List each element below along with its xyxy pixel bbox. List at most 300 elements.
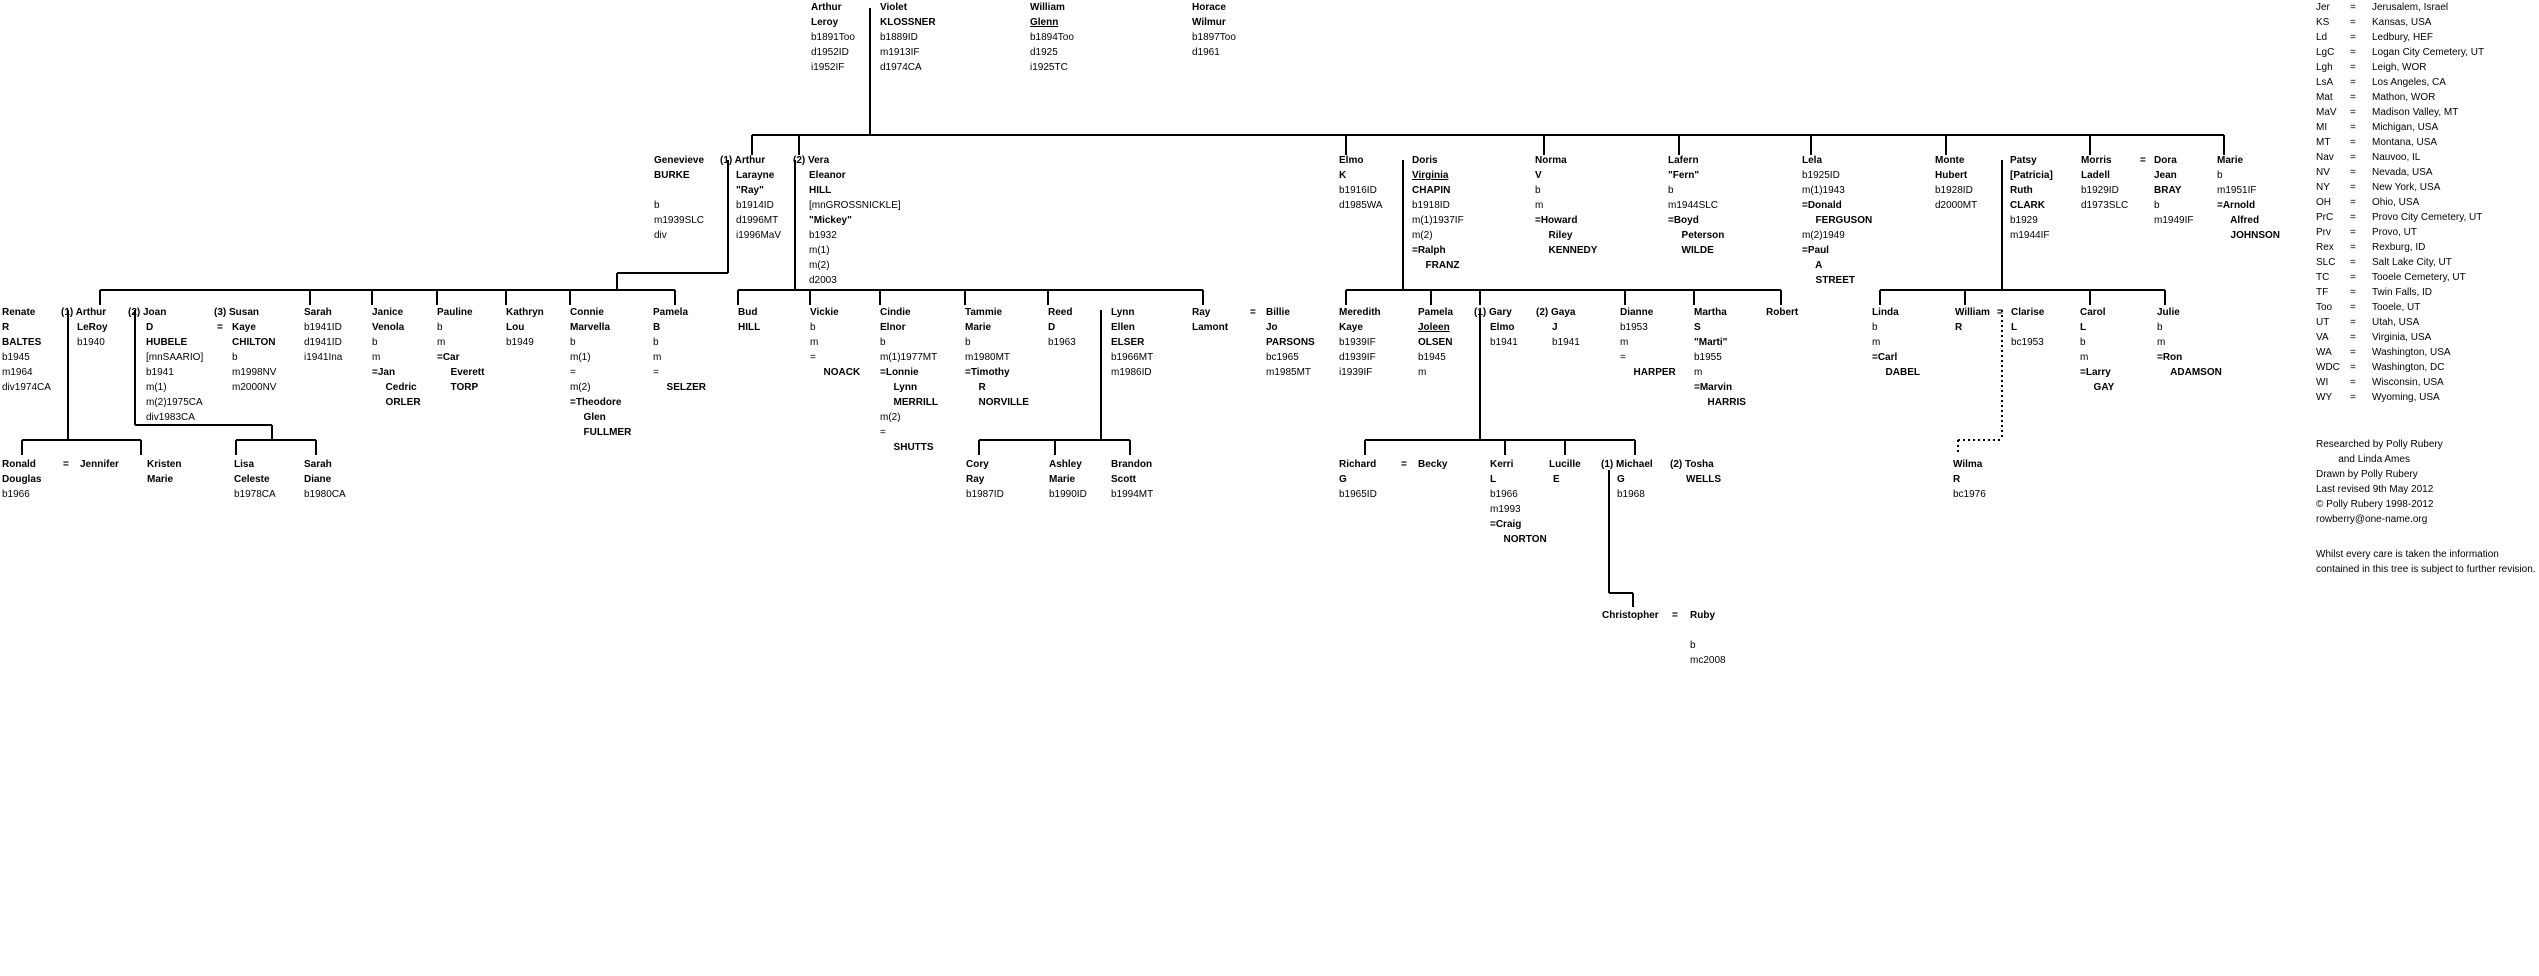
person-detail: b1994MT [1111,489,1154,500]
legend-equals: = [2350,62,2356,73]
legend-abbreviation: UT [2316,317,2330,328]
person-sarah-1941 [304,305,342,365]
person-detail: m1998NV [232,367,277,378]
spouse-name: NORVILLE [973,397,1029,408]
person-detail: i1996MaV [736,230,782,241]
person-detail: i1939IF [1339,367,1373,378]
legend-equals: = [2350,32,2356,43]
person-ruby [1690,608,1726,668]
spouse-name: Glen [578,412,606,423]
legend-equals: = [2350,47,2356,58]
person-detail: m1939SLC [654,215,705,226]
person-detail: m1985MT [1266,367,1312,378]
person-detail: = [880,427,886,438]
legend-row [2316,120,2484,135]
person-detail: m [810,337,819,348]
person-name: (2) Vera [793,155,830,166]
person-lela [1802,153,1872,288]
person-bud-hill [738,305,760,335]
person-name: (2) Gaya [1536,307,1576,318]
person-name: CLARK [2010,200,2045,211]
person-detail: b1932 [809,230,837,241]
person-william-glenn [1030,0,1074,75]
credit-line: Researched by Polly Rubery [2316,439,2443,450]
person-detail: m [653,352,662,363]
person-detail: m [437,337,446,348]
person-name: Renate [2,307,36,318]
person-name: (1) Michael [1601,459,1653,470]
legend-meaning: Ohio, USA [2372,197,2420,208]
spouse-name: =Ron [2157,352,2183,363]
person-detail: b1949 [506,337,534,348]
person-cindie-elnor [880,305,938,455]
person-name: Christopher [1602,610,1659,621]
person-detail: m [2157,337,2166,348]
person-detail: b1968 [1617,489,1645,500]
person-lisa-celeste [234,457,276,502]
person-detail: b1955 [1694,352,1722,363]
union-mark: = [1250,307,1256,318]
legend-abbreviation: LsA [2316,77,2334,88]
spouse-name: =Arnold [2217,200,2256,211]
person-name: Wilmur [1192,17,1226,28]
person-detail: b [1690,640,1696,651]
legend-abbreviation: MT [2316,137,2331,148]
person-name: Eleanor [809,170,846,181]
person-name: J [1552,322,1558,333]
person-detail: d1974CA [880,62,922,73]
person-name: Patsy [2010,155,2037,166]
person-detail: b1925ID [1802,170,1840,181]
legend-meaning: Virginia, USA [2372,332,2432,343]
person-detail: b1941 [1490,337,1518,348]
person-detail: b [2080,337,2086,348]
person-name: Bud [738,307,758,318]
spouse-name: =Ralph [1412,245,1446,256]
person-detail: m(2) [570,382,591,393]
spouse-name: =Marvin [1694,382,1733,393]
person-name: [Patricia] [2010,170,2053,181]
person-detail: m [1535,200,1544,211]
person-marie [2217,153,2280,243]
person-detail: d1939IF [1339,352,1376,363]
person-name: Hubert [1935,170,1968,181]
person-name: Cory [966,459,989,470]
legend-equals: = [2350,362,2356,373]
legend-abbreviation: KS [2316,17,2330,28]
legend-equals: = [2350,302,2356,313]
legend-equals: = [2350,392,2356,403]
spouse-name: HARRIS [1702,397,1746,408]
person-morris-ladell [2081,153,2128,213]
person-arthur-leroy-jr [61,305,108,350]
person-detail: b [232,352,238,363]
person-name: Leroy [811,17,839,28]
legend-abbreviation: NY [2316,182,2330,193]
legend-row [2316,360,2484,375]
person-name: Connie [570,307,604,318]
spouse-name: WILDE [1676,245,1714,256]
legend-meaning: Provo, UT [2372,227,2418,238]
legend-meaning: Jerusalem, Israel [2372,2,2449,13]
person-detail: b1940 [77,337,105,348]
person-name: Ellen [1111,322,1135,333]
legend-row [2316,90,2484,105]
legend-meaning: Nauvoo, IL [2372,152,2421,163]
legend-equals: = [2350,332,2356,343]
person-name: Norma [1535,155,1567,166]
person-detail: m(2)1975CA [146,397,203,408]
person-detail: = [1620,352,1626,363]
person-name: Lynn [1111,307,1135,318]
person-detail: m1980MT [965,352,1011,363]
legend-equals: = [2350,122,2356,133]
spouse-name: NORTON [1498,534,1547,545]
person-detail: d1973SLC [2081,200,2129,211]
legend-abbreviation: TF [2316,287,2329,298]
person-tammie-marie [965,305,1029,410]
person-name: Sarah [304,307,332,318]
person-name: PARSONS [1266,337,1315,348]
person-arthur-larayne [720,153,781,243]
person-name: Marie [1049,474,1076,485]
person-detail: m [1620,337,1629,348]
person-detail: div1983CA [146,412,195,423]
person-detail: m(1)1977MT [880,352,938,363]
person-detail: m1986ID [1111,367,1152,378]
legend-meaning: Tooele Cemetery, UT [2372,272,2466,283]
person-becky [1418,457,1447,472]
legend-row [2316,270,2484,285]
person-detail: m(2) [880,412,901,423]
person-tosha-wells [1670,457,1721,487]
person-detail: b1966 [2,489,30,500]
person-name: Diane [304,474,332,485]
person-name: Violet [880,2,908,13]
credit-line: Last revised 9th May 2012 [2316,484,2434,495]
person-joan-hubele [128,305,203,425]
person-name: Jo [1266,322,1278,333]
legend-equals: = [2350,2,2356,13]
person-name: G [1617,474,1625,485]
abbreviation-legend [2316,0,2484,405]
legend-meaning: Wisconsin, USA [2372,377,2444,388]
legend-equals: = [2350,137,2356,148]
person-kerri-l [1490,457,1547,547]
person-lucille-e [1549,457,1581,487]
person-detail: b [810,322,816,333]
spouse-name: =Donald [1802,200,1842,211]
person-detail: b [437,322,443,333]
person-dora-bray [2154,153,2193,228]
person-doris-chapin [1412,153,1464,273]
legend-row [2316,180,2484,195]
legend-abbreviation: WA [2316,347,2332,358]
union-mark: = [63,459,69,470]
spouse-name: =Paul [1802,245,1829,256]
spouse-name: DABEL [1880,367,1920,378]
union-mark: = [2140,155,2146,166]
person-gaya-j [1536,305,1580,350]
legend-meaning: Wyoming, USA [2372,392,2440,403]
person-detail: m [1872,337,1881,348]
legend-row [2316,30,2484,45]
spouse-name: JOHNSON [2225,230,2281,241]
person-detail: m(1) [146,382,167,393]
legend-meaning: Rexburg, ID [2372,242,2426,253]
person-kristen-marie [147,457,181,487]
legend-abbreviation: WDC [2316,362,2340,373]
person-name: Julie [2157,307,2180,318]
legend-equals: = [2350,227,2356,238]
person-name: BALTES [2,337,42,348]
legend-meaning: Nevada, USA [2372,167,2433,178]
person-detail: = [810,352,816,363]
person-name: Lamont [1192,322,1229,333]
person-name: CHAPIN [1412,185,1451,196]
person-name: Billie [1266,307,1290,318]
person-detail: b [2157,322,2163,333]
person-name: Lucille [1549,459,1581,470]
legend-equals: = [2350,182,2356,193]
person-name: Marie [2217,155,2244,166]
legend-equals: = [2350,107,2356,118]
credit-line: © Polly Rubery 1998-2012 [2316,499,2434,510]
legend-equals: = [2350,272,2356,283]
person-name: B [653,322,661,333]
person-detail: m1964 [2,367,33,378]
legend-meaning: Los Angeles, CA [2372,77,2446,88]
person-christopher [1602,608,1659,623]
legend-meaning: Kansas, USA [2372,17,2432,28]
person-name: Pauline [437,307,473,318]
person-meredith-kaye [1339,305,1381,380]
person-detail: b1916ID [1339,185,1377,196]
person-patsy-clark [2010,153,2053,243]
legend-equals: = [2350,152,2356,163]
legend-row [2316,135,2484,150]
spouse-name: TORP [445,382,479,393]
person-name: Marie [147,474,174,485]
person-detail: b [2154,200,2160,211]
person-name: (1) Arthur [61,307,107,318]
person-detail: bc1953 [2011,337,2044,348]
person-detail: d1961 [1192,47,1220,58]
legend-meaning: Michigan, USA [2372,122,2439,133]
person-detail: [mnGROSSNICKLE] [809,200,901,211]
person-nickname: "Fern" [1668,170,1700,181]
legend-row [2316,165,2484,180]
person-detail: m1951IF [2217,185,2257,196]
person-name: (2) Tosha [1670,459,1714,470]
person-detail: b [880,337,886,348]
person-name: Kristen [147,459,182,470]
legend-meaning: Utah, USA [2372,317,2420,328]
person-name: Kaye [1339,322,1363,333]
disclaimer-text: Whilst every care is taken the information contained in this tree is subject to further revision. [2316,549,2536,575]
person-detail: d1941ID [304,337,342,348]
legend-abbreviation: OH [2316,197,2331,208]
person-name: Ray [966,474,985,485]
spouse-name: Everett [445,367,485,378]
person-name: Scott [1111,474,1136,485]
spouse-name: ADAMSON [2165,367,2222,378]
person-detail: m [1418,367,1427,378]
person-detail: m(2) [809,260,830,271]
person-name: Venola [372,322,405,333]
legend-row [2316,210,2484,225]
person-martha-marti [1694,305,1746,410]
person-dianne [1620,305,1676,380]
legend-abbreviation: Ld [2316,32,2328,43]
person-name: Horace [1192,2,1226,13]
spouse-name: FERGUSON [1810,215,1873,226]
legend-equals: = [2350,17,2356,28]
person-name: Celeste [234,474,270,485]
spouse-name: Peterson [1676,230,1725,241]
person-name: Martha [1694,307,1727,318]
legend-equals: = [2350,317,2356,328]
person-name: BURKE [654,170,690,181]
person-detail: b1929ID [2081,185,2119,196]
person-name: Jennifer [80,459,119,470]
person-detail: = [570,367,576,378]
person-name: Pamela [1418,307,1454,318]
person-arthur-leroy [811,0,855,75]
person-name: Cindie [880,307,911,318]
legend-meaning: New York, USA [2372,182,2441,193]
person-name: S [1694,322,1701,333]
legend-row [2316,75,2484,90]
legend-equals: = [2350,77,2356,88]
person-william-r [1955,305,1990,335]
person-nickname: "Marti" [1694,337,1728,348]
person-detail: b1987ID [966,489,1004,500]
person-detail: b [570,337,576,348]
person-name: KLOSSNER [880,17,936,28]
person-name: R [1955,322,1963,333]
legend-row [2316,15,2484,30]
person-name: D [146,322,154,333]
person-name: Virginia [1412,170,1449,181]
person-name: Sarah [304,459,332,470]
spouse-name: NOACK [818,367,861,378]
person-detail: i1952IF [811,62,845,73]
person-renate-baltes [2,305,51,395]
legend-equals: = [2350,242,2356,253]
union-mark: = [1401,459,1407,470]
person-name: Elmo [1339,155,1364,166]
person-detail: b1889ID [880,32,918,43]
spouse-name: =Boyd [1668,215,1699,226]
person-detail: b [653,337,659,348]
person-linda [1872,305,1920,380]
person-ronald-douglas [2,457,41,502]
person-name: (3) Susan [214,307,260,318]
person-detail: d2000MT [1935,200,1978,211]
person-name: OLSEN [1418,337,1453,348]
spouse-name: =Timothy [965,367,1010,378]
person-detail: b1965ID [1339,489,1377,500]
person-name: Arthur [811,2,842,13]
person-detail: d1985WA [1339,200,1383,211]
legend-abbreviation: SLC [2316,257,2336,268]
person-name: Wilma [1953,459,1983,470]
legend-abbreviation: Jer [2316,2,2330,13]
person-name: Glenn [1030,17,1059,28]
legend-meaning: Provo City Cemetery, UT [2372,212,2483,223]
person-detail: m [1694,367,1703,378]
legend-row [2316,345,2484,360]
person-name: E [1553,474,1560,485]
person-pauline [437,305,484,395]
person-carol-l [2080,305,2114,395]
spouse-name: GAY [2088,382,2115,393]
person-name: Janice [372,307,404,318]
person-detail: b1897Too [1192,32,1236,43]
person-ashley-marie [1049,457,1087,502]
person-susan-chilton [214,305,276,395]
legend-equals: = [2350,257,2356,268]
legend-row [2316,195,2484,210]
person-detail: m [2080,352,2089,363]
spouse-name: =Larry [2080,367,2111,378]
person-name: William [1955,307,1990,318]
person-reed-d [1048,305,1076,350]
person-ray-lamont [1192,305,1228,335]
spouse-name: =Craig [1490,519,1522,530]
person-name: Richard [1339,459,1377,470]
legend-row [2316,0,2484,15]
legend-abbreviation: MaV [2316,107,2337,118]
person-cory-ray [966,457,1004,502]
person-name: Marvella [570,322,611,333]
legend-row [2316,390,2484,405]
person-richard-g [1339,457,1377,502]
person-detail: b [1668,185,1674,196]
person-name: HUBELE [146,337,188,348]
person-name: Vickie [810,307,839,318]
person-brandon-scott [1111,457,1153,502]
person-name: CHILTON [232,337,276,348]
person-julie [2157,305,2222,380]
person-gary-elmo [1474,305,1518,350]
person-name: Tammie [965,307,1003,318]
person-pamela-olsen [1418,305,1453,380]
person-detail: b1953 [1620,322,1648,333]
spouse-name: SHUTTS [888,442,934,453]
person-name: Brandon [1111,459,1153,470]
person-jennifer [80,457,119,472]
person-name: Ashley [1049,459,1082,470]
person-detail: bc1965 [1266,352,1299,363]
legend-row [2316,105,2484,120]
person-name: BRAY [2154,185,2182,196]
spouse-name: =Car [437,352,460,363]
legend-equals: = [2350,197,2356,208]
legend-row [2316,225,2484,240]
person-detail: b1941 [1552,337,1580,348]
person-detail: b [1872,322,1878,333]
legend-abbreviation: WY [2316,392,2333,403]
person-name: WELLS [1686,474,1721,485]
person-detail: b [1535,185,1541,196]
person-name: HILL [738,322,761,333]
person-name: HILL [809,185,832,196]
person-detail: b1941 [146,367,174,378]
spouse-name: ORLER [380,397,421,408]
person-janice-venola [372,305,421,410]
